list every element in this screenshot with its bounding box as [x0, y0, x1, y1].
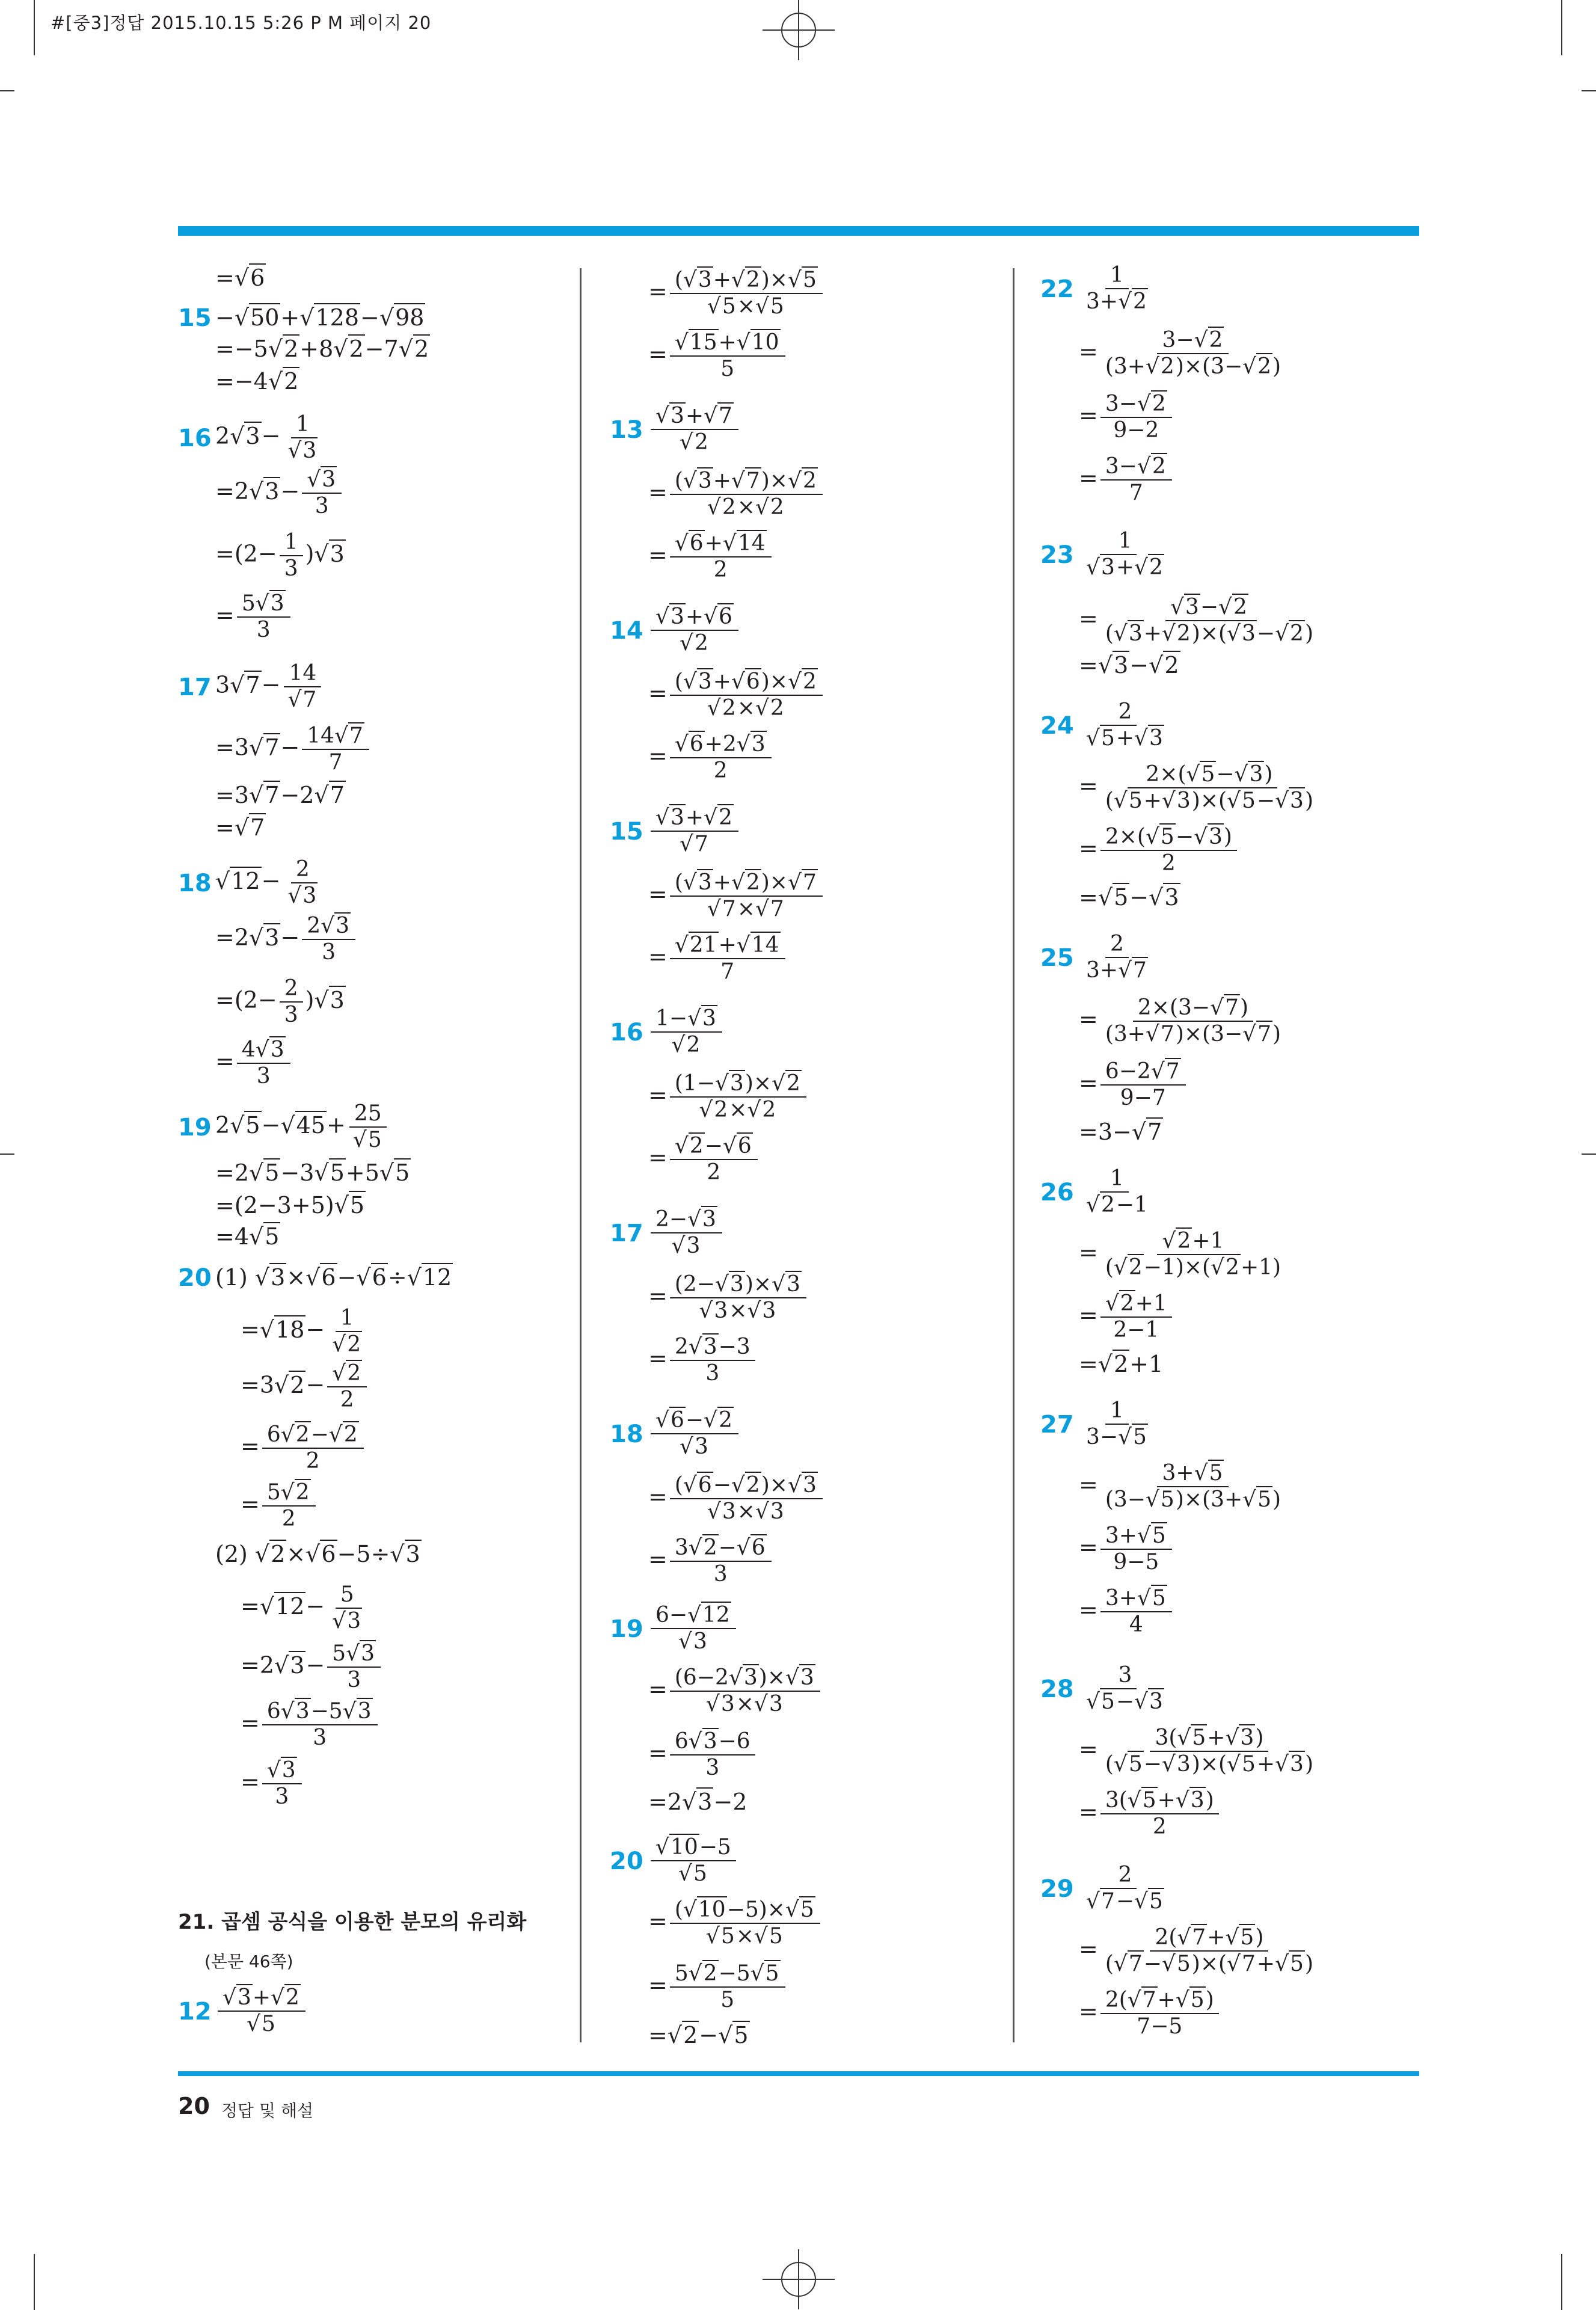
fraction: $\frac{(√10-5)\times√5}{√5\times√5}$ [670, 1899, 820, 1947]
fraction: $\frac{2√3-3}{3}$ [670, 1336, 755, 1384]
fraction: $\frac{1}{√3+√2}$ [1086, 529, 1163, 580]
fraction: $\frac{1}{√3}$ [287, 412, 317, 463]
equation-line: = $\frac{6√2-√2}{2}$ [241, 1424, 366, 1472]
fraction: $\frac{2\times(√5-√3)}{2}$ [1100, 826, 1237, 874]
fraction: $\frac{6√3-6}{3}$ [670, 1731, 755, 1779]
equation-line [648, 1209, 725, 1257]
fraction: $\frac{(√3+√2)\times√5}{√5\times√5}$ [670, 269, 823, 318]
equation-line: =√3−√2 [1079, 652, 1179, 678]
fraction: $\frac{5√3}{3}$ [237, 593, 290, 641]
problem-number: 17 [610, 1220, 643, 1247]
equation-line: = $\frac{√3}{3}$ [241, 1760, 304, 1808]
equation-line: = $\frac{(√10-5)\times√5}{√5\times√5}$ [648, 1899, 823, 1947]
fraction: $\frac{(√6-√2)\times√3}{√3\times√3}$ [670, 1475, 823, 1523]
equation-line: = $\frac{√6+√14}{2}$ [648, 533, 774, 581]
equation-line: =2√3− $\frac{5√3}{3}$ [241, 1643, 383, 1691]
fraction: $\frac{4√3}{3}$ [237, 1039, 290, 1087]
equation-line: = $\frac{√3-√2}{(√3+√2)\times(√3-√2)}$ [1079, 597, 1321, 645]
equation-line: = $\frac{2(√7+√5)}{(√7-√5)\times(√7+√5)}$ [1079, 1927, 1321, 1975]
fraction: $\frac{(1-√3)\times√2}{√2\times√2}$ [670, 1073, 806, 1121]
fraction: $\frac{2}{3}$ [280, 978, 303, 1026]
fraction: $\frac{14}{√7}$ [283, 663, 322, 711]
registration-mark-icon [763, 0, 835, 60]
fraction: $\frac{√6+√14}{2}$ [670, 533, 772, 581]
fraction: $\frac{5√3}{3}$ [327, 1643, 381, 1691]
fraction: $\frac{3(√5+√3)}{(√5-√3)\times(√5+√3)}$ [1105, 1725, 1313, 1777]
problem-number: 29 [1040, 1875, 1074, 1903]
fraction: $\frac{3-√2}{(3+√2)\times(3-√2)}$ [1105, 328, 1281, 379]
equation-line: =√2−√5 [648, 2022, 749, 2048]
equation-line [648, 606, 741, 654]
equation-line: = $\frac{3-√2}{9-2}$ [1079, 393, 1174, 441]
fraction: $\frac{√15+√10}{5}$ [670, 332, 785, 380]
equation-line [648, 1605, 738, 1653]
equation-line: = $\frac{5√2}{2}$ [241, 1482, 318, 1530]
crop-mark [1582, 90, 1596, 91]
fraction: $\frac{3}{√5-√3}$ [1086, 1663, 1163, 1714]
fraction: $\frac{√3+√6}{√2}$ [651, 606, 738, 654]
fraction: $\frac{2\times(3-√7)}{(3+√7)\times(3-√7)}$ [1105, 995, 1281, 1046]
equation-line: = $\frac{5√2-5√5}{5}$ [648, 1963, 788, 2011]
fraction: $\frac{(√3+√7)\times√2}{√2\times√2}$ [670, 470, 823, 518]
page-number: 20 [178, 2093, 210, 2119]
fraction: $\frac{6-√12}{√3}$ [651, 1605, 736, 1653]
fraction: $\frac{25}{√5}$ [348, 1103, 388, 1151]
crop-mark [1582, 1153, 1596, 1155]
fraction: $\frac{3+√5}{(3-√5)\times(3+√5)}$ [1105, 1461, 1281, 1512]
section-title: 21. 곱셈 공식을 이용한 분모의 유리화 [178, 1910, 527, 1934]
problem-number: 20 [178, 1264, 212, 1292]
equation-line: =2√5−3√5+5√5 [215, 1160, 410, 1186]
problem-number: 18 [178, 870, 212, 897]
fraction: $\frac{2\times(√5-√3)}{(√5+√3)\times(√5-√3)}$ [1105, 762, 1313, 813]
problem-number: 28 [1040, 1676, 1074, 1703]
problem-number: 15 [178, 304, 212, 332]
equation-line: = $\frac{√6+2√3}{2}$ [648, 734, 774, 782]
crop-mark [0, 1153, 14, 1155]
equation-line: =√12− $\frac{5}{√3}$ [241, 1584, 369, 1632]
equation-line: =√18− $\frac{1}{√2}$ [241, 1307, 369, 1356]
equation-line: = $\frac{√2+1}{(√2-1)\times(√2+1)}$ [1079, 1230, 1288, 1279]
equation-line: = $\frac{(√3+√2)\times√7}{√7\times√7}$ [648, 872, 825, 920]
equation-line: = $\frac{√15+√10}{5}$ [648, 332, 788, 380]
equation-line [1079, 530, 1171, 579]
fraction: $\frac{1-√3}{√2}$ [651, 1008, 722, 1056]
equation-line [1079, 265, 1155, 313]
equation-line: = $\frac{(1-√3)\times√2}{√2\times√2}$ [648, 1073, 809, 1121]
equation-line: = $\frac{2√3-3}{3}$ [648, 1336, 758, 1384]
column-divider [1013, 268, 1014, 2042]
equation-line [1079, 701, 1171, 749]
problem-number: 19 [178, 1114, 212, 1141]
equation-line: 3√7− $\frac{14}{√7}$ [215, 663, 325, 711]
fraction: $\frac{6-2√7}{9-7}$ [1100, 1061, 1186, 1109]
fraction: $\frac{3√2-√6}{3}$ [670, 1537, 772, 1585]
equation-line: = $\frac{6-2√7}{9-7}$ [1079, 1061, 1188, 1109]
equation-line: =2√3− $\frac{√3}{3}$ [215, 469, 344, 517]
fraction: $\frac{√6+2√3}{2}$ [670, 734, 772, 782]
fraction: $\frac{1}{√2-1}$ [1086, 1166, 1148, 1217]
equation-line: =(2− $\frac{2}{3}$ )√3 [215, 976, 345, 1027]
section-subtitle: (본문 46쪽) [204, 1952, 293, 1971]
footer-title: 정답 및 해설 [221, 2101, 314, 2121]
equation-line [648, 405, 741, 453]
fraction: $\frac{√2-√6}{2}$ [670, 1135, 758, 1184]
equation-line: √12− $\frac{2}{√3}$ [215, 859, 325, 907]
problem-number: 13 [610, 416, 643, 444]
fraction: $\frac{6√3-5√3}{3}$ [262, 1701, 378, 1749]
registration-mark-icon [763, 2249, 835, 2309]
fraction: $\frac{3(√5+√3)}{2}$ [1100, 1790, 1219, 1838]
equation-line [1079, 1864, 1171, 1912]
equation-line: =3√2− $\frac{√2}{2}$ [241, 1363, 369, 1411]
problem-number: 12 [178, 1998, 212, 2026]
fraction: $\frac{√3-√2}{(√3+√2)\times(√3-√2)}$ [1105, 595, 1313, 646]
fraction: $\frac{1}{3}$ [280, 532, 303, 580]
equation-line: =√7 [215, 814, 265, 841]
problem-number: 16 [610, 1019, 643, 1046]
fraction: $\frac{√10-5}{√5}$ [651, 1837, 736, 1885]
fraction: $\frac{√3+√2}{√5}$ [218, 1987, 305, 2035]
equation-line: (1) √3×√6−√6÷√12 [215, 1264, 452, 1291]
problem-number: 17 [178, 674, 212, 701]
equation-line: = $\frac{(√6-√2)\times√3}{√3\times√3}$ [648, 1475, 825, 1523]
problem-number: 23 [1040, 541, 1074, 569]
column-divider [580, 268, 582, 2042]
fraction: $\frac{√6-√2}{√3}$ [651, 1410, 738, 1458]
fraction: $\frac{√2}{2}$ [327, 1363, 367, 1411]
equation-line: =3√7−2√7 [215, 782, 345, 808]
problem-number: 27 [1040, 1411, 1074, 1439]
equation-line: = $\frac{√2+1}{2-1}$ [1079, 1293, 1174, 1341]
equation-line: =√2+1 [1079, 1351, 1164, 1377]
fraction: $\frac{1}{3-√5}$ [1086, 1398, 1147, 1449]
equation-line: = $\frac{(2-√3)\times√3}{√3\times√3}$ [648, 1274, 809, 1322]
equation-line: = $\frac{(√3+√7)\times√2}{√2\times√2}$ [648, 470, 825, 518]
equation-line: = $\frac{3+√5}{(3-√5)\times(3+√5)}$ [1079, 1463, 1288, 1511]
problem-number: 15 [610, 818, 643, 846]
fraction: $\frac{5}{√3}$ [332, 1582, 361, 1633]
crop-mark [1561, 2254, 1562, 2310]
fraction: $\frac{√21+√14}{7}$ [670, 935, 785, 983]
equation-line: =√6 [215, 265, 265, 291]
equation-line: 2√3− $\frac{1}{√3}$ [215, 414, 325, 462]
fraction: $\frac{√3+√2}{√7}$ [651, 807, 738, 855]
crop-mark [34, 2254, 35, 2310]
equation-line [648, 1410, 741, 1458]
equation-line: = $\frac{2\times(√5-√3)}{2}$ [1079, 826, 1239, 874]
fraction: $\frac{5√2}{2}$ [262, 1482, 316, 1530]
equation-line: = $\frac{5√3}{3}$ [215, 593, 293, 641]
fraction: $\frac{6√2-√2}{2}$ [262, 1424, 364, 1472]
equation-line: =2√3−2 [648, 1789, 747, 1815]
equation-line: =√5−√3 [1079, 884, 1179, 911]
equation-line: =3−√7 [1079, 1119, 1162, 1145]
equation-line: = $\frac{2\times(√5-√3)}{(√5+√3)\times(√5-√3)}$ [1079, 764, 1321, 812]
equation-line [648, 807, 741, 855]
fraction: $\frac{2}{√3}$ [287, 857, 317, 908]
crop-mark [34, 0, 35, 55]
equation-line: = $\frac{(√3+√2)\times√5}{√5\times√5}$ [648, 269, 825, 318]
problem-number: 26 [1040, 1179, 1074, 1206]
fraction: $\frac{1}{√2}$ [332, 1306, 361, 1357]
equation-line: = $\frac{3+√5}{4}$ [1079, 1588, 1174, 1636]
fraction: $\frac{3+√5}{9-5}$ [1100, 1525, 1172, 1573]
equation-line: = $\frac{3+√5}{9-5}$ [1079, 1525, 1174, 1573]
fraction: $\frac{2(√7+√5)}{7-5}$ [1100, 1989, 1219, 2038]
equation-line: = $\frac{3-√2}{(3+√2)\times(3-√2)}$ [1079, 330, 1288, 378]
equation-line [648, 1008, 725, 1056]
equation-line [1079, 1665, 1171, 1713]
problem-number: 25 [1040, 944, 1074, 972]
top-rule [178, 226, 1419, 236]
fraction: $\frac{2(√7+√5)}{(√7-√5)\times(√7+√5)}$ [1105, 1925, 1313, 1976]
equation-line: =(2− $\frac{1}{3}$ )√3 [215, 530, 345, 581]
equation-line: = $\frac{(√3+√6)\times√2}{√2\times√2}$ [648, 671, 825, 719]
problem-number: 16 [178, 425, 212, 452]
equation-line [648, 1837, 738, 1885]
fraction: $\frac{(6-2√3)\times√3}{√3\times√3}$ [670, 1667, 820, 1715]
fraction: $\frac{2-√3}{√3}$ [651, 1209, 722, 1257]
fraction: $\frac{2√3}{3}$ [302, 915, 355, 963]
problem-number: 18 [610, 1421, 643, 1448]
equation-line: = $\frac{2\times(3-√7)}{(3+√7)\times(3-√7)}$ [1079, 997, 1288, 1045]
equation-line [215, 1987, 308, 2035]
equation-line: −√50+√128−√98 [215, 304, 425, 331]
fraction: $\frac{2}{√5+√3}$ [1086, 699, 1163, 751]
fraction: $\frac{3+√5}{4}$ [1100, 1588, 1172, 1636]
fraction: $\frac{(√3+√6)\times√2}{√2\times√2}$ [670, 671, 823, 719]
fraction: $\frac{√2+1}{2-1}$ [1100, 1293, 1172, 1341]
equation-line: = $\frac{√21+√14}{7}$ [648, 935, 788, 983]
fraction: $\frac{√3+√7}{√2}$ [651, 405, 738, 453]
crop-mark [0, 90, 14, 91]
fraction: $\frac{√3}{3}$ [302, 469, 342, 517]
fraction: $\frac{5√2-5√5}{5}$ [670, 1963, 785, 2011]
equation-line: (2) √2×√6−5÷√3 [215, 1541, 420, 1567]
fraction: $\frac{2}{3+√7}$ [1086, 932, 1147, 983]
equation-line [1079, 1168, 1155, 1216]
fraction: $\frac{3-√2}{7}$ [1100, 456, 1172, 504]
equation-line: = $\frac{4√3}{3}$ [215, 1039, 293, 1087]
equation-line [1079, 933, 1155, 981]
equation-line: =(2−3+5)√5 [215, 1192, 365, 1218]
fraction: $\frac{3-√2}{9-2}$ [1100, 393, 1172, 441]
equation-line: = $\frac{2(√7+√5)}{7-5}$ [1079, 1989, 1221, 2038]
equation-line: = $\frac{6√3-6}{3}$ [648, 1731, 758, 1779]
equation-line: =2√3− $\frac{2√3}{3}$ [215, 915, 358, 963]
equation-line: = $\frac{3(√5+√3)}{(√5-√3)\times(√5+√3)}$ [1079, 1727, 1321, 1775]
equation-line: =3√7− $\frac{14√7}{7}$ [215, 725, 372, 773]
equation-line: = $\frac{(6-2√3)\times√3}{√3\times√3}$ [648, 1667, 823, 1715]
equation-line: =4√5 [215, 1223, 280, 1250]
equation-line: = $\frac{6√3-5√3}{3}$ [241, 1701, 380, 1749]
bottom-rule [178, 2071, 1419, 2076]
equation-line: = $\frac{√2-√6}{2}$ [648, 1135, 760, 1184]
equation-line: =−4√2 [215, 368, 299, 395]
equation-line: = $\frac{3√2-√6}{3}$ [648, 1537, 774, 1585]
fraction: $\frac{(2-√3)\times√3}{√3\times√3}$ [670, 1274, 806, 1322]
fraction: $\frac{2}{√7-√5}$ [1086, 1863, 1163, 1914]
problem-number: 24 [1040, 712, 1074, 740]
fraction: $\frac{√3}{3}$ [262, 1760, 302, 1808]
equation-line: = $\frac{3-√2}{7}$ [1079, 456, 1174, 504]
problem-number: 19 [610, 1615, 643, 1643]
equation-line: 2√5−√45+ $\frac{25}{√5}$ [215, 1103, 390, 1151]
problem-number: 20 [610, 1848, 643, 1875]
equation-line [1079, 1400, 1155, 1448]
equation-line: = $\frac{3(√5+√3)}{2}$ [1079, 1790, 1221, 1838]
fraction: $\frac{14√7}{7}$ [302, 725, 369, 773]
crop-mark [1561, 0, 1562, 55]
fraction: $\frac{(√3+√2)\times√7}{√7\times√7}$ [670, 872, 823, 920]
problem-number: 22 [1040, 275, 1074, 303]
equation-line: =−5√2+8√2−7√2 [215, 336, 429, 362]
print-header: #[중3]정답 2015.10.15 5:26 P M 페이지 20 [51, 13, 432, 33]
fraction: $\frac{√2+1}{(√2-1)\times(√2+1)}$ [1105, 1229, 1281, 1280]
problem-number: 14 [610, 617, 643, 645]
fraction: $\frac{1}{3+√2}$ [1086, 263, 1147, 314]
